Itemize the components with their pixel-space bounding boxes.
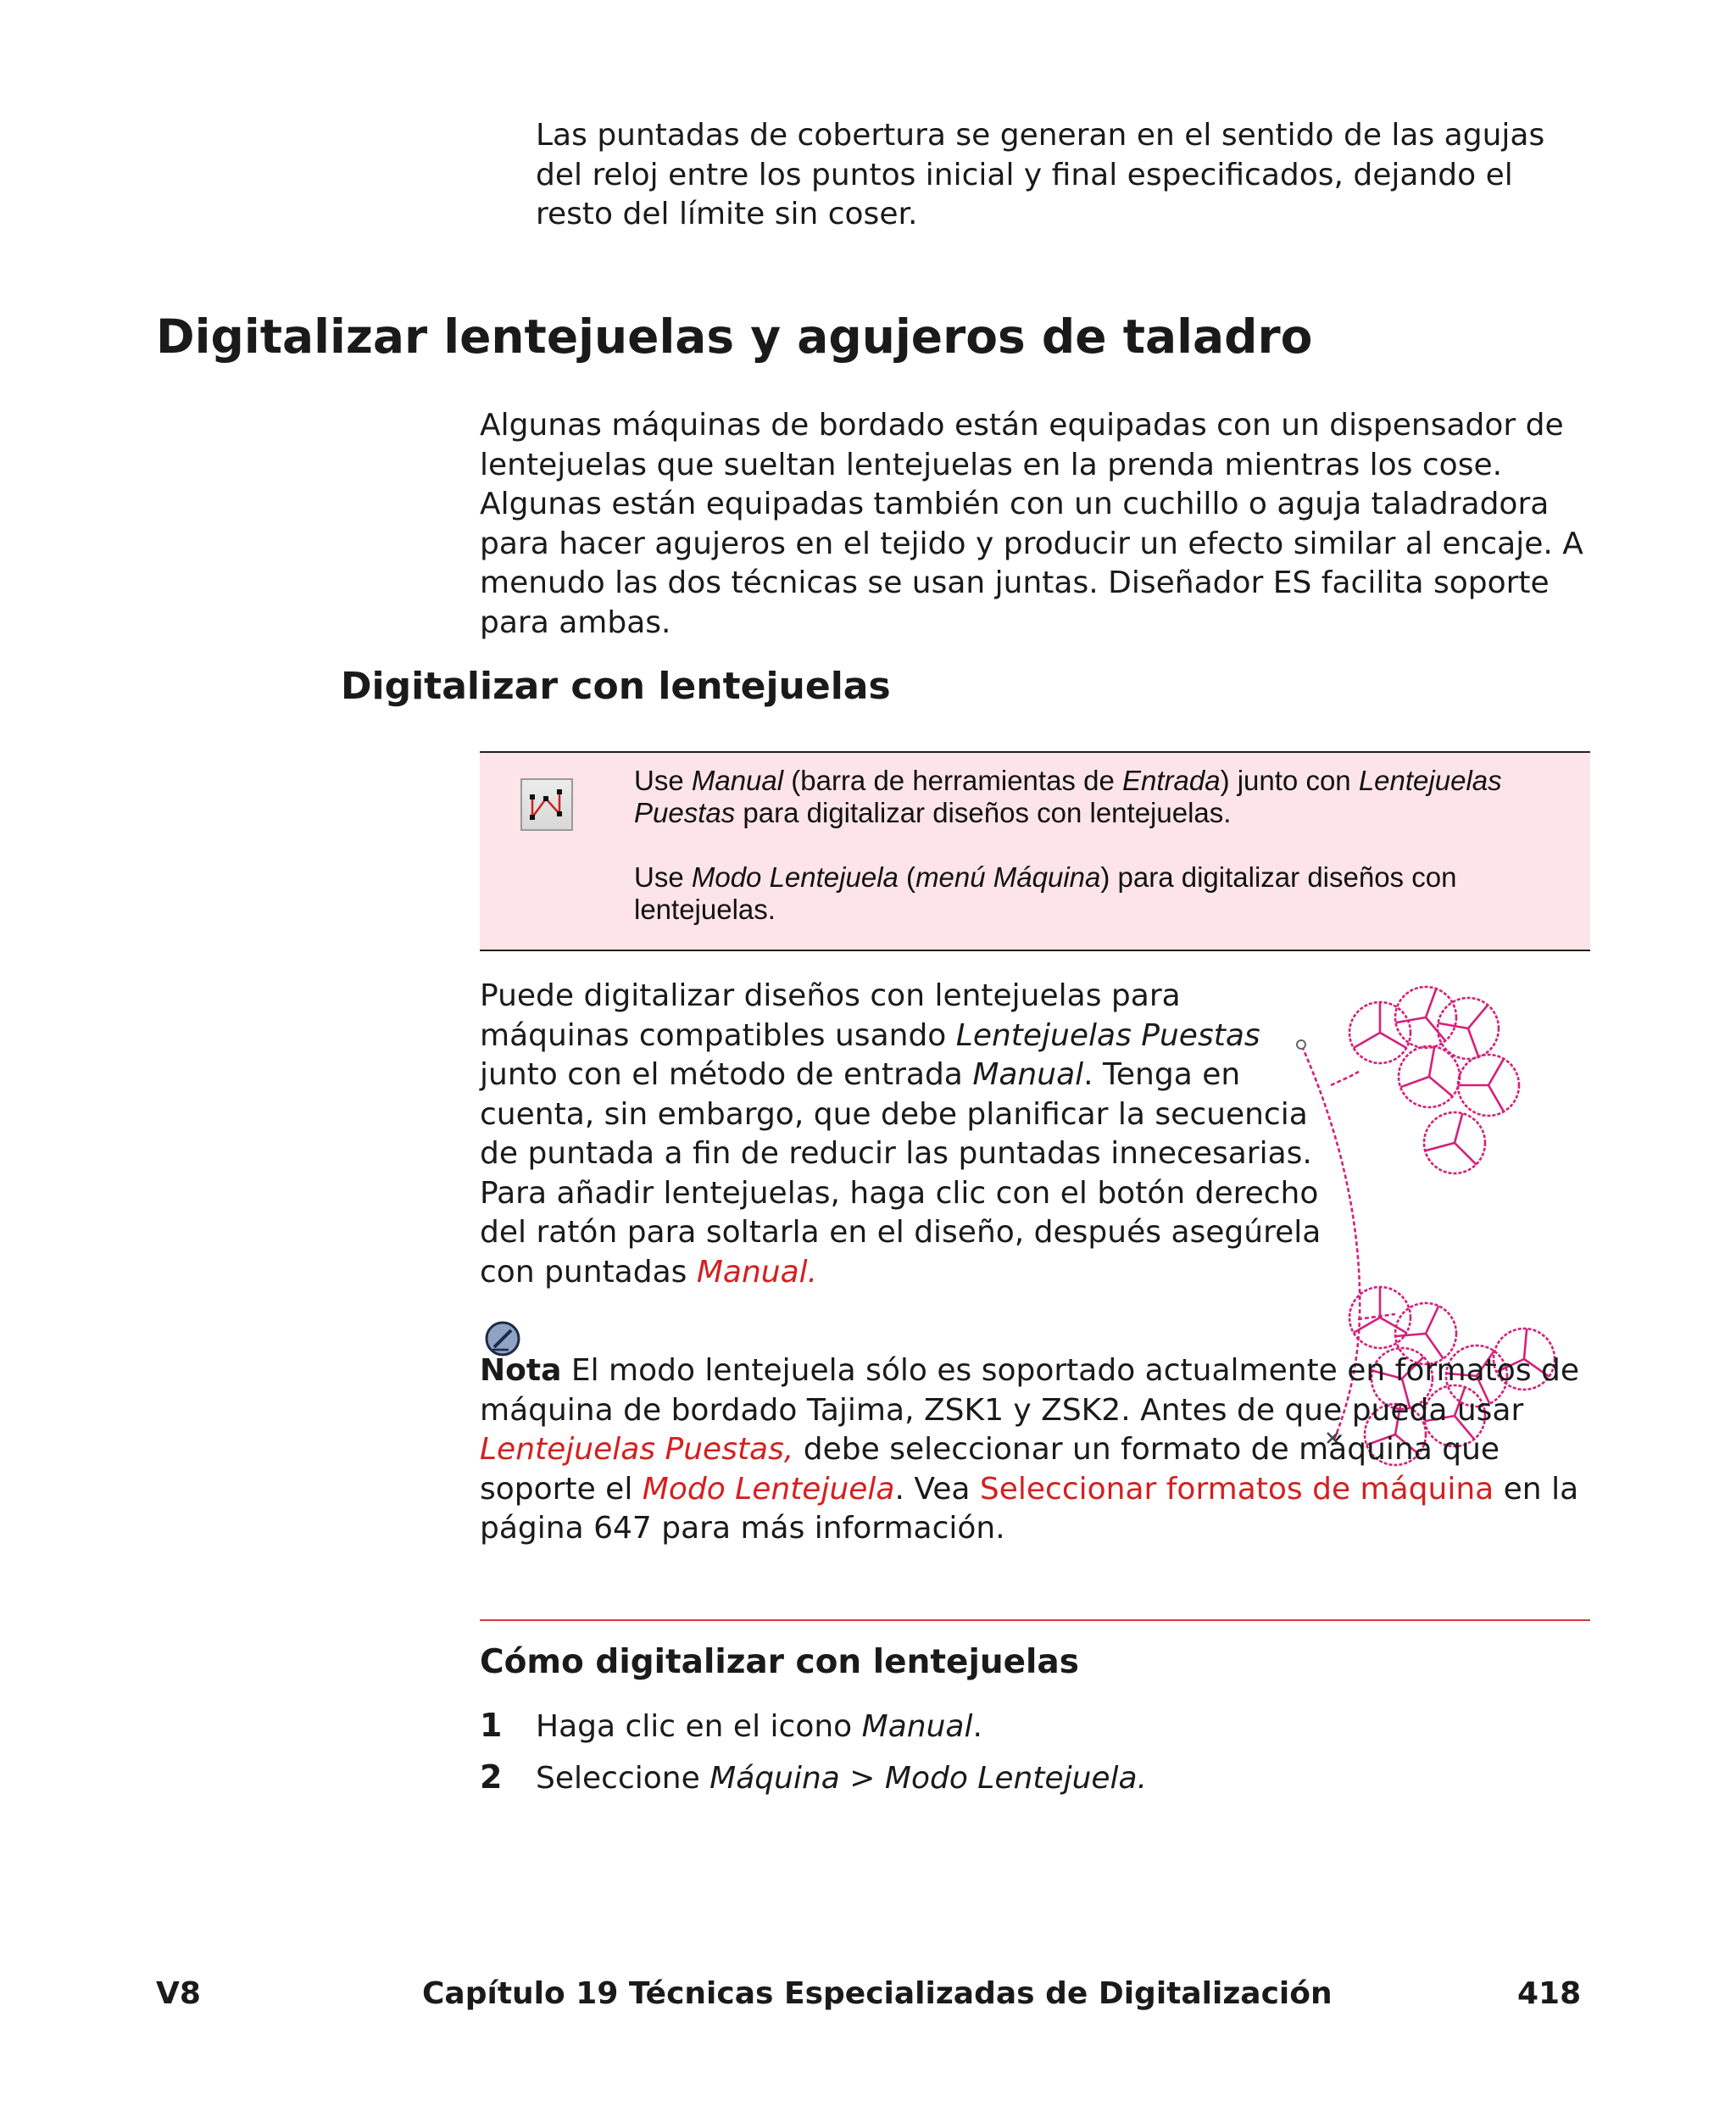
tip-entrada-term: Entrada: [1121, 765, 1221, 796]
subsection-heading: Digitalizar con lentejuelas: [341, 665, 891, 708]
note-text: en la página 647 para más información.: [480, 1471, 1579, 1546]
note-paragraph: [480, 1351, 1607, 1549]
footer-version: V8: [156, 1976, 201, 2011]
tip-modo-lentejuela-term: Modo Lentejuela: [691, 861, 899, 893]
step-text: Haga clic en el icono: [536, 1709, 862, 1744]
start-point-marker: [1297, 1040, 1305, 1049]
sequin-tack-stitch: [1400, 1077, 1429, 1087]
section-intro-paragraph: Algunas máquinas de bordado están equipadas con un dispensador de lentejuelas que sueltan lentejuelas en la prenda mientras los cose. Algunas están equipadas también con un cuchillo o aguja taladradora para hacer agujeros en el tejido y producir un efecto similar al encaje. A menudo las dos técnicas se usan juntas. Diseñador ES facilita soporte para ambas.: [480, 408, 1583, 640]
tip-text: Use: [634, 861, 692, 893]
manual-link[interactable]: Manual.: [696, 1254, 818, 1290]
tip-line-modo-lentejuela: [634, 861, 1575, 926]
para-text: Puede digitalizar diseños con lentejuelas para máquinas compatibles usando: [480, 978, 1181, 1053]
para-text: . Tenga en cuenta, sin embargo, que debe planificar la secuencia de puntada a fin de reducir las puntadas innecesarias. Para añadir lentejuelas, haga clic con el botón derecho del ratón para soltarla en el diseño, después asegúrela con puntadas: [480, 1057, 1321, 1290]
sequin-tack-stitch: [1468, 1028, 1478, 1057]
manual-tool-icon: [520, 778, 573, 831]
step-term: Máquina > Modo Lentejuela.: [709, 1761, 1148, 1796]
footer-page-number: 418: [1517, 1976, 1582, 2011]
procedure-step: [480, 1758, 1147, 1798]
sequin-tack-stitch: [1488, 1059, 1504, 1085]
sequin-tack-stitch: [1426, 1306, 1438, 1334]
sequin-method-paragraph: [480, 977, 1327, 1292]
section-divider: [480, 1619, 1590, 1621]
sequin-tack-stitch: [1426, 1017, 1445, 1041]
sequin-tack-stitch: [1354, 1318, 1380, 1333]
tip-text: ) para digitalizar diseños con lentejuelas.: [634, 861, 1457, 925]
sequin-tack-stitch: [1380, 1318, 1406, 1333]
note-text: . Vea: [894, 1471, 980, 1507]
sequin-tack-stitch: [1429, 1077, 1453, 1096]
machine-format-link[interactable]: Seleccionar formatos de máquina: [979, 1471, 1494, 1507]
note-text: El modo lentejuela sólo es soportado actualmente en formatos de máquina de bordado Tajima, ZSK1 y ZSK2. Antes de que pueda usar: [480, 1353, 1580, 1428]
tip-line-manual: [634, 765, 1575, 829]
sequin-tack-stitch: [1396, 1017, 1426, 1022]
manual-tool-icon-glyph: [522, 780, 571, 829]
tip-text: (: [898, 861, 916, 893]
tip-menu-maquina-term: menú Máquina: [915, 861, 1101, 893]
procedure-title: Cómo digitalizar con lentejuelas: [480, 1643, 1079, 1681]
tip-text: Use: [634, 765, 692, 796]
intro-paragraph: Las puntadas de cobertura se generan en el sentido de las agujas del reloj entre los puntos inicial y final especificados, dejando el resto del límite sin coser.: [536, 118, 1545, 231]
sequin-tack-stitch: [1455, 1143, 1476, 1164]
tip-manual-term: Manual: [691, 765, 784, 796]
sequin-tack-stitch: [1468, 1005, 1488, 1028]
lentejuelas-puestas-link[interactable]: Lentejuelas Puestas,: [480, 1432, 794, 1467]
tip-lentejuelas-puestas-term: Lentejuelas Puestas: [634, 765, 1502, 828]
footer-chapter-title: Capítulo 19 Técnicas Especializadas de Digitalización: [422, 1976, 1333, 2011]
procedure-step: [480, 1706, 982, 1747]
tool-tip-box: [480, 751, 1590, 951]
step-text: Seleccione: [536, 1761, 710, 1796]
sequin-tack-stitch: [1425, 1143, 1455, 1150]
step-number: 2: [480, 1758, 503, 1796]
sequin-tack-stitch: [1395, 1334, 1426, 1336]
tip-text: para digitalizar diseños con lentejuelas.: [735, 797, 1232, 828]
sequin-tack-stitch: [1354, 1033, 1380, 1048]
modo-lentejuela-link[interactable]: Modo Lentejuela: [642, 1471, 895, 1507]
step-number: 1: [480, 1707, 503, 1744]
para-text: junto con el método de entrada: [480, 1057, 973, 1092]
sequin-tack-stitch: [1426, 989, 1436, 1017]
sequin-tack-stitch: [1455, 1113, 1462, 1143]
sequin-tack-stitch: [1380, 1033, 1406, 1048]
tip-text: ) junto con: [1220, 765, 1359, 796]
lentejuelas-puestas-term: Lentejuelas Puestas: [955, 1017, 1260, 1053]
note-text: debe seleccionar un formato de máquina que soporte el: [480, 1432, 1500, 1507]
sequin-tack-stitch: [1438, 1023, 1468, 1028]
step-text: .: [972, 1709, 982, 1744]
note-label: Nota: [480, 1353, 562, 1388]
step-term: Manual: [861, 1709, 973, 1744]
sequin-tack-stitch: [1429, 1047, 1434, 1077]
section-heading: Digitalizar lentejuelas y agujeros de taladro: [156, 309, 1313, 364]
manual-term: Manual: [972, 1057, 1084, 1092]
sequin-tack-stitch: [1488, 1085, 1504, 1111]
tip-text: (barra de herramientas de: [783, 765, 1122, 796]
